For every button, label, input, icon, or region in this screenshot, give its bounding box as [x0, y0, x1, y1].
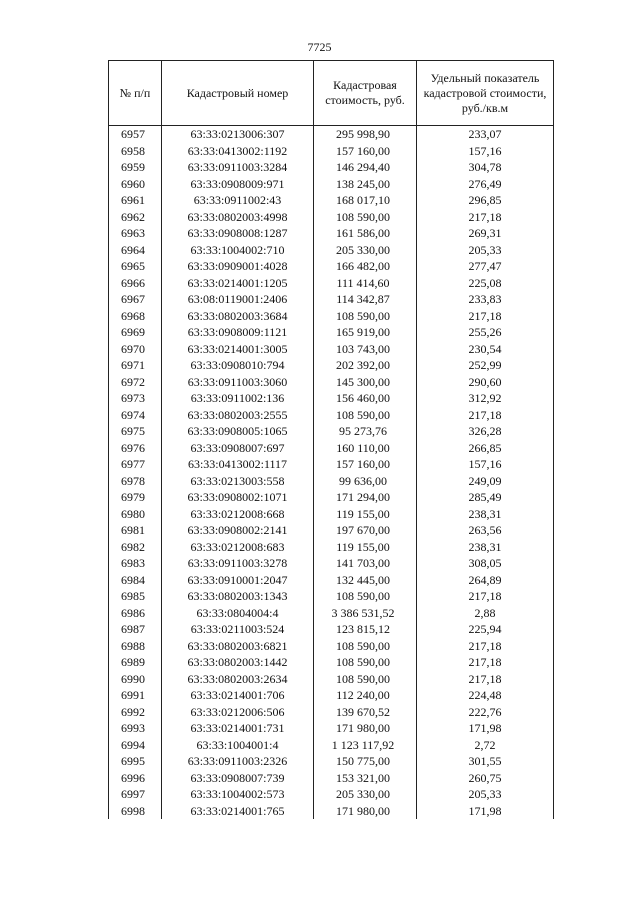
cadastral-value: 138 245,00	[314, 176, 417, 193]
cadastral-number: 63:33:0802003:2634	[162, 671, 314, 688]
table-row	[109, 143, 554, 160]
cadastral-value: 112 240,00	[314, 687, 417, 704]
cadastral-value: 161 586,00	[314, 225, 417, 242]
cadastral-value: 108 590,00	[314, 638, 417, 655]
unit-value: 171,98	[417, 803, 554, 820]
unit-value: 308,05	[417, 555, 554, 572]
unit-value: 217,18	[417, 407, 554, 424]
unit-value: 304,78	[417, 159, 554, 176]
table-row	[109, 621, 554, 638]
table-header	[109, 61, 554, 126]
unit-value: 225,94	[417, 621, 554, 638]
cadastral-value: 145 300,00	[314, 374, 417, 391]
cadastral-number: 63:33:0802003:1343	[162, 588, 314, 605]
unit-value: 252,99	[417, 357, 554, 374]
table-row	[109, 456, 554, 473]
unit-value: 157,16	[417, 143, 554, 160]
cadastral-value: 119 155,00	[314, 539, 417, 556]
cadastral-value: 156 460,00	[314, 390, 417, 407]
table-row	[109, 423, 554, 440]
table-row	[109, 390, 554, 407]
row-number: 6980	[109, 506, 162, 523]
cadastral-value: 171 980,00	[314, 803, 417, 820]
table-row	[109, 803, 554, 820]
cadastral-value: 95 273,76	[314, 423, 417, 440]
unit-value: 255,26	[417, 324, 554, 341]
cadastral-value: 202 392,00	[314, 357, 417, 374]
table-row	[109, 687, 554, 704]
cadastral-number: 63:08:0119001:2406	[162, 291, 314, 308]
cadastral-value: 132 445,00	[314, 572, 417, 589]
table-row	[109, 522, 554, 539]
table-row	[109, 308, 554, 325]
cadastral-value: 108 590,00	[314, 654, 417, 671]
row-number: 6958	[109, 143, 162, 160]
table-row	[109, 588, 554, 605]
table-row	[109, 489, 554, 506]
unit-value: 263,56	[417, 522, 554, 539]
cadastral-number: 63:33:0908005:1065	[162, 423, 314, 440]
cadastral-value: 1 123 117,92	[314, 737, 417, 754]
table-row	[109, 638, 554, 655]
cadastral-value: 3 386 531,52	[314, 605, 417, 622]
table-row	[109, 242, 554, 259]
row-number: 6960	[109, 176, 162, 193]
header-row	[109, 61, 554, 126]
row-number: 6990	[109, 671, 162, 688]
row-number: 6976	[109, 440, 162, 457]
table-row	[109, 539, 554, 556]
row-number: 6998	[109, 803, 162, 820]
cadastral-number: 63:33:0908007:739	[162, 770, 314, 787]
cadastral-value: 139 670,52	[314, 704, 417, 721]
table-row	[109, 506, 554, 523]
table-row	[109, 407, 554, 424]
unit-value: 269,31	[417, 225, 554, 242]
column-header-cadastral-value: Кадастровая стоимость, руб.	[314, 61, 417, 126]
row-number: 6985	[109, 588, 162, 605]
unit-value: 2,88	[417, 605, 554, 622]
row-number: 6959	[109, 159, 162, 176]
cadastral-value: 119 155,00	[314, 506, 417, 523]
cadastral-number: 63:33:0802003:3684	[162, 308, 314, 325]
cadastral-number: 63:33:0911003:3284	[162, 159, 314, 176]
cadastral-value: 108 590,00	[314, 308, 417, 325]
unit-value: 276,49	[417, 176, 554, 193]
cadastral-value: 168 017,10	[314, 192, 417, 209]
cadastral-value: 150 775,00	[314, 753, 417, 770]
cadastral-value: 108 590,00	[314, 407, 417, 424]
cadastral-value: 108 590,00	[314, 671, 417, 688]
cadastral-number: 63:33:0909001:4028	[162, 258, 314, 275]
cadastral-number: 63:33:0908009:1121	[162, 324, 314, 341]
unit-value: 238,31	[417, 506, 554, 523]
cadastral-number: 63:33:0908009:971	[162, 176, 314, 193]
row-number: 6963	[109, 225, 162, 242]
table-row	[109, 126, 554, 143]
unit-value: 171,98	[417, 720, 554, 737]
unit-value: 296,85	[417, 192, 554, 209]
cadastral-number: 63:33:0911003:3278	[162, 555, 314, 572]
cadastral-value: 141 703,00	[314, 555, 417, 572]
cadastral-number: 63:33:0911003:2326	[162, 753, 314, 770]
cadastral-number: 63:33:0911003:3060	[162, 374, 314, 391]
cadastral-number: 63:33:0212008:668	[162, 506, 314, 523]
cadastral-value: 165 919,00	[314, 324, 417, 341]
cadastral-value: 146 294,40	[314, 159, 417, 176]
cadastral-value: 205 330,00	[314, 786, 417, 803]
row-number: 6974	[109, 407, 162, 424]
row-number: 6984	[109, 572, 162, 589]
unit-value: 217,18	[417, 671, 554, 688]
row-number: 6981	[109, 522, 162, 539]
table-row	[109, 357, 554, 374]
unit-value: 217,18	[417, 209, 554, 226]
row-number: 6994	[109, 737, 162, 754]
table-row	[109, 572, 554, 589]
row-number: 6964	[109, 242, 162, 259]
row-number: 6961	[109, 192, 162, 209]
row-number: 6972	[109, 374, 162, 391]
cadastral-value: 166 482,00	[314, 258, 417, 275]
row-number: 6962	[109, 209, 162, 226]
cadastral-value: 153 321,00	[314, 770, 417, 787]
cadastral-number: 63:33:0908008:1287	[162, 225, 314, 242]
unit-value: 224,48	[417, 687, 554, 704]
cadastral-number: 63:33:0212008:683	[162, 539, 314, 556]
column-header-number: № п/п	[109, 61, 162, 126]
cadastral-number: 63:33:0908010:794	[162, 357, 314, 374]
table-row	[109, 654, 554, 671]
cadastral-number: 63:33:1004002:710	[162, 242, 314, 259]
cadastral-value: 160 110,00	[314, 440, 417, 457]
row-number: 6989	[109, 654, 162, 671]
unit-value: 233,83	[417, 291, 554, 308]
table-body	[109, 126, 554, 820]
table-row	[109, 555, 554, 572]
cadastral-number: 63:33:0802003:1442	[162, 654, 314, 671]
row-number: 6979	[109, 489, 162, 506]
row-number: 6973	[109, 390, 162, 407]
unit-value: 264,89	[417, 572, 554, 589]
cadastral-value: 108 590,00	[314, 588, 417, 605]
table-row	[109, 720, 554, 737]
unit-value: 290,60	[417, 374, 554, 391]
row-number: 6965	[109, 258, 162, 275]
cadastral-number: 63:33:0213003:558	[162, 473, 314, 490]
cadastral-value: 295 998,90	[314, 126, 417, 143]
table-row	[109, 770, 554, 787]
table-row	[109, 737, 554, 754]
table-row	[109, 473, 554, 490]
table-row	[109, 374, 554, 391]
cadastral-value: 197 670,00	[314, 522, 417, 539]
table-row	[109, 671, 554, 688]
cadastral-number: 63:33:0214001:706	[162, 687, 314, 704]
unit-value: 249,09	[417, 473, 554, 490]
unit-value: 312,92	[417, 390, 554, 407]
unit-value: 277,47	[417, 258, 554, 275]
unit-value: 222,76	[417, 704, 554, 721]
unit-value: 217,18	[417, 588, 554, 605]
row-number: 6996	[109, 770, 162, 787]
cadastral-value: 157 160,00	[314, 143, 417, 160]
table-row	[109, 209, 554, 226]
row-number: 6987	[109, 621, 162, 638]
table-row	[109, 440, 554, 457]
cadastral-number: 63:33:0910001:2047	[162, 572, 314, 589]
row-number: 6995	[109, 753, 162, 770]
row-number: 6969	[109, 324, 162, 341]
row-number: 6986	[109, 605, 162, 622]
unit-value: 238,31	[417, 539, 554, 556]
table-row	[109, 258, 554, 275]
row-number: 6975	[109, 423, 162, 440]
row-number: 6971	[109, 357, 162, 374]
cadastral-number: 63:33:0212006:506	[162, 704, 314, 721]
row-number: 6978	[109, 473, 162, 490]
cadastral-number: 63:33:0211003:524	[162, 621, 314, 638]
unit-value: 225,08	[417, 275, 554, 292]
table-row	[109, 225, 554, 242]
table-row	[109, 324, 554, 341]
cadastral-number: 63:33:0908002:1071	[162, 489, 314, 506]
cadastral-number: 63:33:0214001:765	[162, 803, 314, 820]
cadastral-value: 171 980,00	[314, 720, 417, 737]
row-number: 6957	[109, 126, 162, 143]
table-row	[109, 275, 554, 292]
table-row	[109, 753, 554, 770]
cadastral-value: 108 590,00	[314, 209, 417, 226]
column-header-unit-value: Удельный показатель кадастровой стоимости, руб./кв.м	[417, 61, 554, 126]
cadastral-number: 63:33:0911002:136	[162, 390, 314, 407]
column-header-cadastral-number: Кадастровый номер	[162, 61, 314, 126]
cadastral-value: 111 414,60	[314, 275, 417, 292]
cadastral-number: 63:33:0802003:4998	[162, 209, 314, 226]
cadastral-value: 103 743,00	[314, 341, 417, 358]
cadastral-value: 205 330,00	[314, 242, 417, 259]
table-row	[109, 704, 554, 721]
cadastral-value: 114 342,87	[314, 291, 417, 308]
page-number: 7725	[307, 40, 332, 54]
unit-value: 2,72	[417, 737, 554, 754]
row-number: 6977	[109, 456, 162, 473]
cadastral-number: 63:33:0908002:2141	[162, 522, 314, 539]
cadastral-number: 63:33:0213006:307	[162, 126, 314, 143]
cadastral-number: 63:33:0413002:1117	[162, 456, 314, 473]
row-number: 6968	[109, 308, 162, 325]
unit-value: 266,85	[417, 440, 554, 457]
cadastral-number: 63:33:0802003:6821	[162, 638, 314, 655]
unit-value: 233,07	[417, 126, 554, 143]
unit-value: 217,18	[417, 654, 554, 671]
cadastral-value: 123 815,12	[314, 621, 417, 638]
cadastral-number: 63:33:0214001:1205	[162, 275, 314, 292]
row-number: 6982	[109, 539, 162, 556]
unit-value: 205,33	[417, 242, 554, 259]
row-number: 6997	[109, 786, 162, 803]
cadastral-number: 63:33:0214001:731	[162, 720, 314, 737]
table-row	[109, 605, 554, 622]
cadastral-number: 63:33:0804004:4	[162, 605, 314, 622]
table-row	[109, 159, 554, 176]
cadastral-number: 63:33:1004002:573	[162, 786, 314, 803]
cadastral-number: 63:33:0908007:697	[162, 440, 314, 457]
row-number: 6988	[109, 638, 162, 655]
row-number: 6983	[109, 555, 162, 572]
table-row	[109, 176, 554, 193]
row-number: 6966	[109, 275, 162, 292]
cadastral-number: 63:33:1004001:4	[162, 737, 314, 754]
row-number: 6991	[109, 687, 162, 704]
unit-value: 230,54	[417, 341, 554, 358]
row-number: 6970	[109, 341, 162, 358]
unit-value: 205,33	[417, 786, 554, 803]
row-number: 6967	[109, 291, 162, 308]
table-row	[109, 341, 554, 358]
row-number: 6993	[109, 720, 162, 737]
cadastral-number: 63:33:0214001:3005	[162, 341, 314, 358]
unit-value: 157,16	[417, 456, 554, 473]
unit-value: 217,18	[417, 308, 554, 325]
cadastral-value: 157 160,00	[314, 456, 417, 473]
cadastral-number: 63:33:0413002:1192	[162, 143, 314, 160]
cadastral-value-table	[108, 60, 554, 819]
unit-value: 285,49	[417, 489, 554, 506]
cadastral-number: 63:33:0911002:43	[162, 192, 314, 209]
unit-value: 217,18	[417, 638, 554, 655]
unit-value: 260,75	[417, 770, 554, 787]
row-number: 6992	[109, 704, 162, 721]
unit-value: 301,55	[417, 753, 554, 770]
cadastral-value: 99 636,00	[314, 473, 417, 490]
unit-value: 326,28	[417, 423, 554, 440]
table-row	[109, 786, 554, 803]
table-row	[109, 192, 554, 209]
table-row	[109, 291, 554, 308]
cadastral-number: 63:33:0802003:2555	[162, 407, 314, 424]
cadastral-value: 171 294,00	[314, 489, 417, 506]
